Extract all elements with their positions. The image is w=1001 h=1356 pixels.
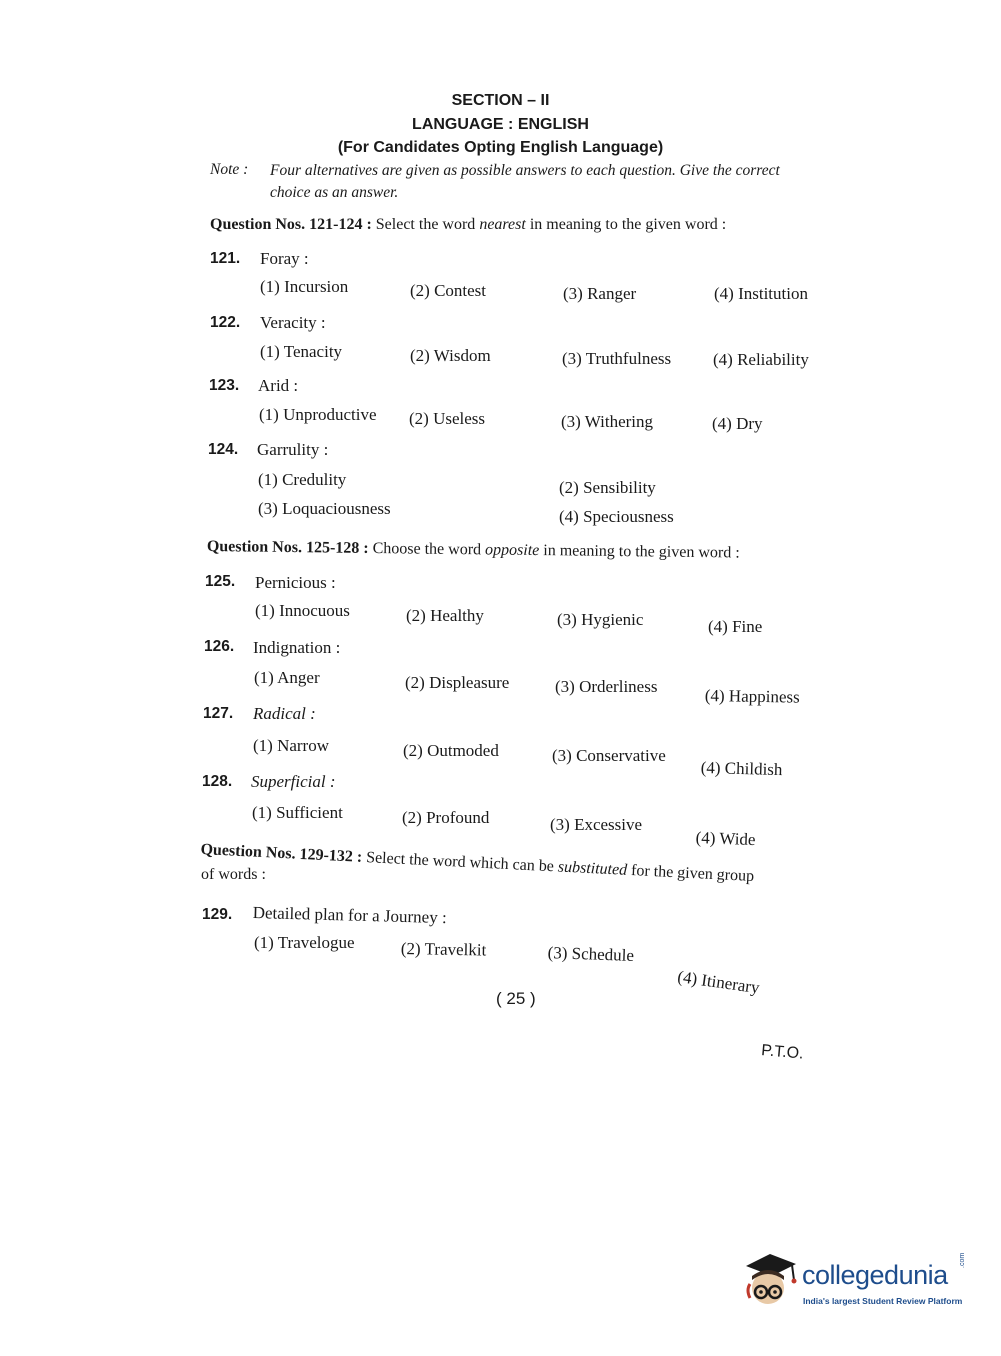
brand-tagline: India's largest Student Review Platform — [803, 1296, 963, 1306]
question-word: Superficial : — [251, 772, 336, 791]
option: (3) Orderliness — [555, 677, 658, 696]
instruction-121-124: Question Nos. 121-124 : Select the word nearest in meaning to the given word : — [210, 216, 727, 233]
note-line-1: Four alternatives are given as possible answers to each question. Give the correct — [270, 162, 780, 179]
option: (3) Schedule — [547, 943, 635, 966]
brand-com: .com — [959, 1252, 966, 1268]
question-number: 129. — [202, 906, 233, 923]
option: (3) Conservative — [552, 746, 666, 765]
page-number: ( 25 ) — [496, 989, 536, 1008]
question-word: Pernicious : — [255, 573, 336, 592]
option: (3) Ranger — [563, 284, 637, 303]
question-number: 122. — [210, 314, 241, 331]
question-number: 127. — [203, 705, 234, 722]
note-line-2: choice as an answer. — [270, 184, 399, 201]
option: (3) Loquaciousness — [258, 499, 391, 518]
option: (1) Narrow — [253, 736, 329, 755]
option: (1) Innocuous — [255, 601, 350, 620]
note-label: Note : — [210, 161, 249, 178]
question-word: Foray : — [260, 249, 309, 268]
option: (4) Itinerary — [676, 967, 761, 998]
collegedunia-mascot-icon — [742, 1250, 800, 1314]
question-number: 123. — [209, 377, 240, 394]
option: (4) Happiness — [704, 686, 800, 707]
option: (2) Sensibility — [559, 478, 656, 497]
option: (1) Anger — [254, 668, 320, 687]
option: (3) Hygienic — [557, 610, 644, 629]
option: (3) Withering — [561, 412, 654, 431]
question-number: 128. — [202, 773, 233, 790]
option: (2) Wisdom — [410, 346, 491, 365]
collegedunia-watermark — [742, 1250, 972, 1320]
option: (3) Excessive — [550, 815, 643, 834]
option: (1) Sufficient — [252, 803, 343, 822]
option: (2) Profound — [402, 808, 490, 827]
option: (2) Displeasure — [405, 673, 510, 692]
option: (1) Incursion — [260, 277, 349, 296]
option: (1) Unproductive — [259, 405, 377, 424]
option: (4) Dry — [712, 414, 763, 433]
option: (2) Outmoded — [403, 741, 499, 760]
option: (3) Truthfulness — [562, 349, 672, 368]
question-word: Arid : — [258, 376, 299, 395]
question-word: Veracity : — [260, 313, 326, 332]
section-heading: SECTION – II — [451, 92, 550, 109]
option: (2) Healthy — [406, 606, 484, 625]
option: (1) Credulity — [258, 470, 347, 489]
option: (4) Wide — [695, 828, 756, 850]
question-word: Radical : — [253, 704, 316, 723]
option: (4) Childish — [700, 758, 783, 780]
question-word: Detailed plan for a Journey : — [252, 903, 447, 928]
question-number: 124. — [208, 441, 239, 458]
candidates-heading: (For Candidates Opting English Language) — [337, 139, 664, 156]
instruction-129-132-line-2: of words : — [201, 866, 266, 883]
brand-name: collegedunia — [802, 1260, 948, 1290]
option: (4) Fine — [708, 617, 763, 636]
option: (4) Institution — [714, 284, 808, 303]
option: (4) Speciousness — [559, 507, 674, 526]
option: (1) Tenacity — [260, 342, 343, 361]
question-number: 121. — [210, 250, 241, 267]
option: (2) Contest — [410, 281, 487, 300]
instruction-129-132: Question Nos. 129-132 : Select the word which can be substituted for the given group — [200, 841, 755, 886]
question-number: 126. — [204, 638, 235, 655]
question-word: Indignation : — [253, 638, 341, 657]
language-heading: LANGUAGE : ENGLISH — [412, 116, 589, 133]
question-number: 125. — [205, 573, 236, 590]
question-word: Garrulity : — [257, 440, 329, 459]
option: (2) Travelkit — [400, 939, 487, 960]
option: (4) Reliability — [713, 350, 809, 369]
option: (1) Travelogue — [254, 933, 355, 952]
instruction-125-128: Question Nos. 125-128 : Choose the word opposite in meaning to the given word : — [206, 538, 740, 562]
option: (2) Useless — [409, 409, 486, 428]
pto-label: P.T.O. — [760, 1042, 805, 1063]
